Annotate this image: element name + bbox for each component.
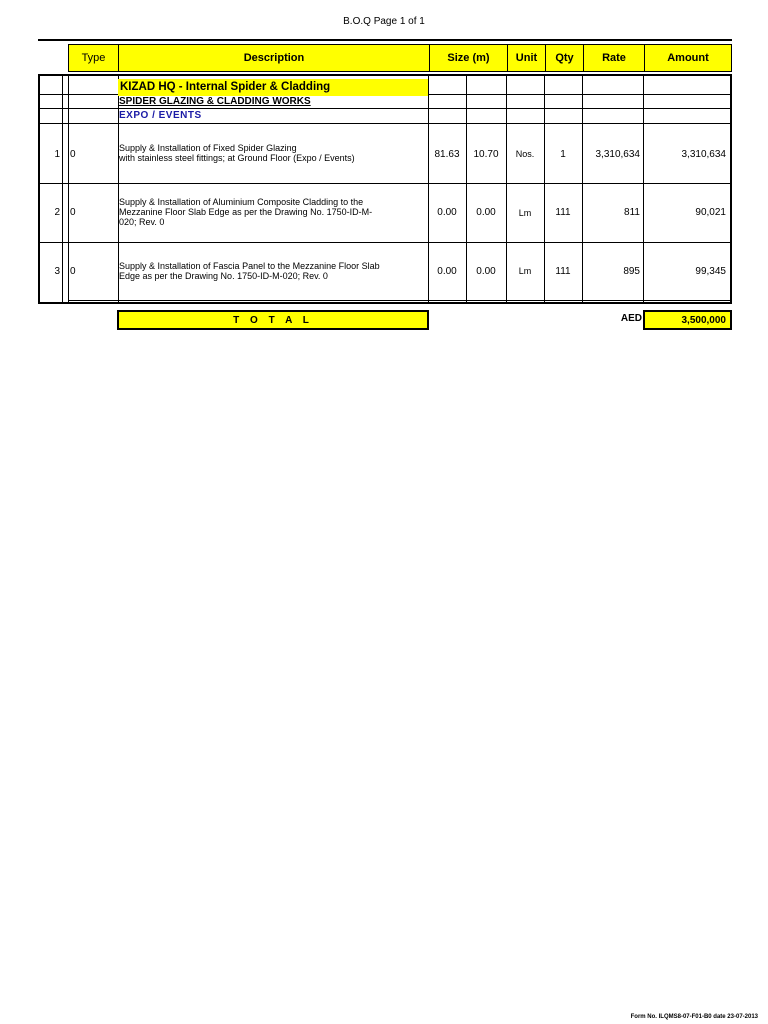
header-description: Description xyxy=(119,45,430,71)
section-title: SPIDER GLAZING & CLADDING WORKS xyxy=(119,96,311,107)
item-type: 0 xyxy=(70,148,76,160)
header-qty: Qty xyxy=(546,45,584,71)
item-rate: 3,310,634 xyxy=(595,148,640,160)
item-qty: 111 xyxy=(555,265,571,277)
header-type: Type xyxy=(69,45,119,71)
size-length: 0.00 xyxy=(437,207,457,218)
item-description: Supply & Installation of Fixed Spider Glazing with stainless steel fittings; at Ground Floor (Expo / Events) xyxy=(119,143,355,163)
item-rate: 895 xyxy=(623,265,640,277)
item-qty: 111 xyxy=(555,207,571,218)
header-unit: Unit xyxy=(508,45,546,71)
total-currency: AED xyxy=(620,313,642,324)
page-title: B.O.Q Page 1 of 1 xyxy=(343,16,425,27)
item-unit: Nos. xyxy=(515,149,535,159)
item-number: 2 xyxy=(54,207,60,218)
item-qty: 1 xyxy=(560,148,566,160)
size-width: 10.70 xyxy=(473,148,499,160)
item-number: 3 xyxy=(54,265,60,277)
item-amount: 99,345 xyxy=(695,265,726,277)
item-number: 1 xyxy=(54,148,60,160)
size-length: 81.63 xyxy=(434,148,460,160)
item-description: Supply & Installation of Fascia Panel to the Mezzanine Floor Slab Edge as per the Drawing No. 1750-ID-M-020; Rev. 0 xyxy=(119,261,380,281)
header-amount: Amount xyxy=(667,52,709,64)
item-type: 0 xyxy=(70,265,76,277)
item-type: 0 xyxy=(70,207,76,218)
item-rate: 811 xyxy=(624,207,640,218)
header-size: Size (m) xyxy=(430,45,508,71)
item-amount: 90,021 xyxy=(695,207,726,218)
item-unit: Lm xyxy=(518,207,532,218)
total-amount: 3,500,000 xyxy=(643,310,732,330)
table-header xyxy=(68,44,732,72)
subsection-title: EXPO / EVENTS xyxy=(119,110,202,121)
item-description: Supply & Installation of Aluminium Composite Cladding to the Mezzanine Floor Slab Edge as per the Drawing No. 1750-ID-M- 020; Rev. 0 xyxy=(119,197,373,227)
form-footer: Form No. ILQMS8-07-F01-B0 date 23-07-2013 xyxy=(630,1014,758,1020)
project-title: KIZAD HQ - Internal Spider & Cladding xyxy=(118,79,428,96)
size-width: 0.00 xyxy=(476,207,496,218)
header-rate: Rate xyxy=(584,45,645,71)
item-unit: Lm xyxy=(518,266,532,276)
size-length: 0.00 xyxy=(437,265,457,277)
size-width: 0.00 xyxy=(476,265,496,277)
top-rule xyxy=(38,39,732,41)
item-amount: 3,310,634 xyxy=(681,148,726,160)
total-label: T O T A L xyxy=(117,310,429,330)
left-frame-outer xyxy=(38,44,62,72)
